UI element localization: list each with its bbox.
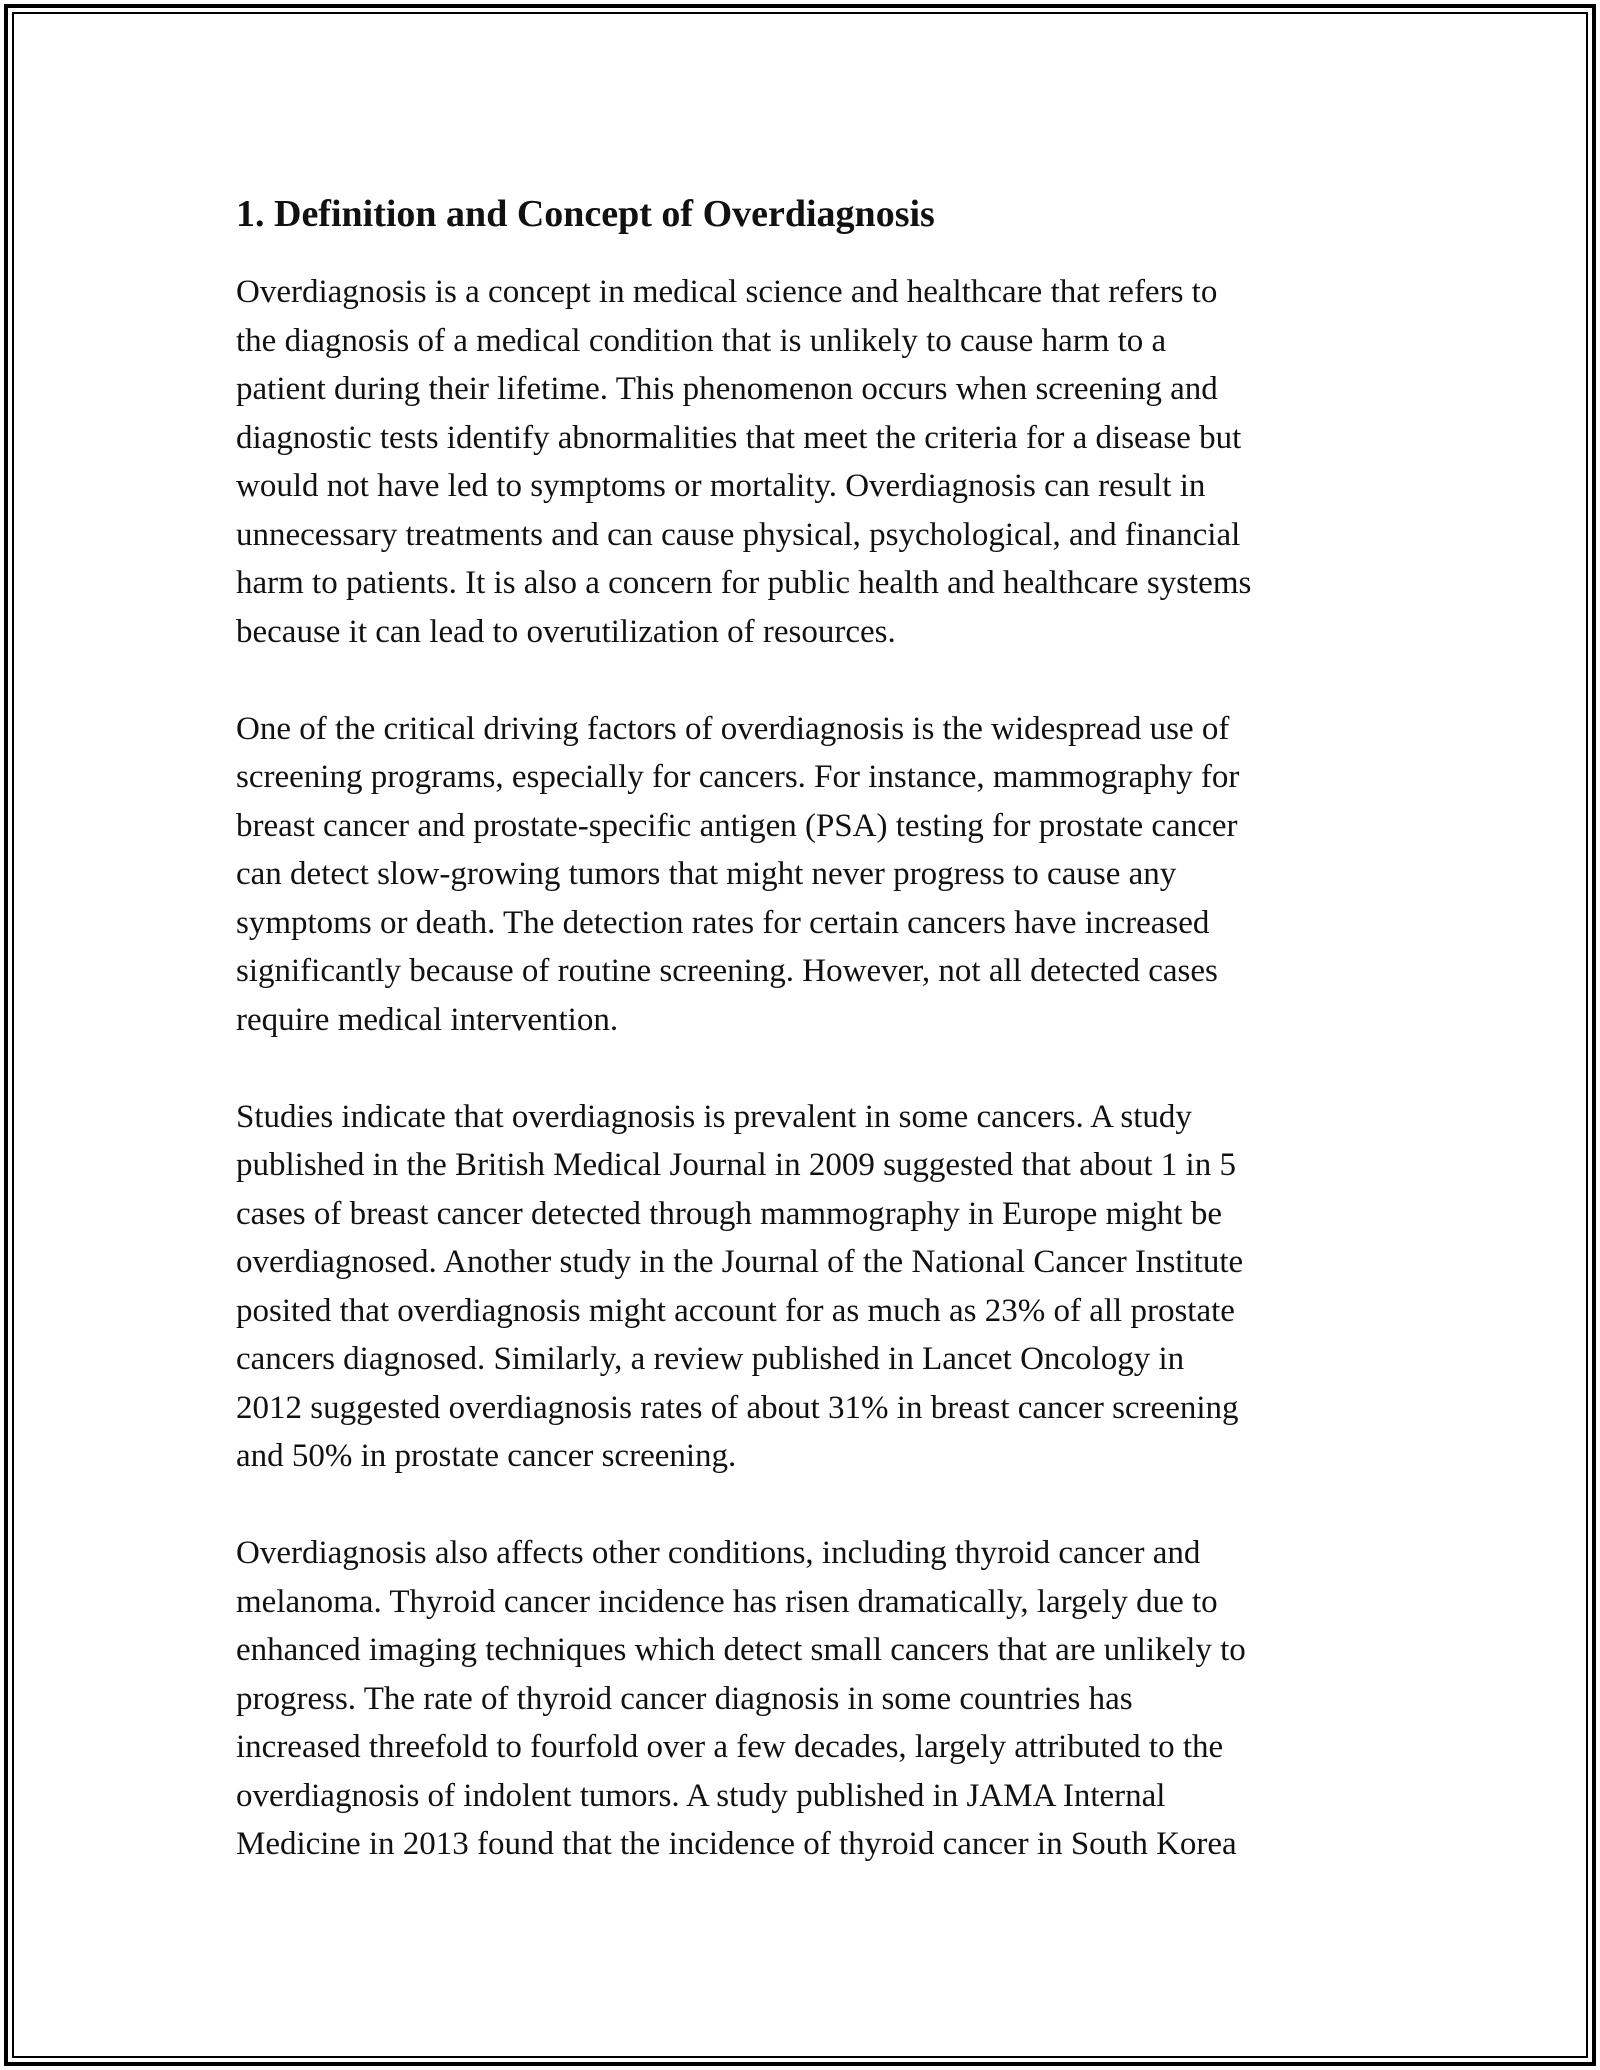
text-line: the diagnosis of a medical condition that is unlikely to cause harm to a: [236, 322, 1167, 359]
paragraph-3: [236, 1093, 1366, 1481]
text-line: because it can lead to overutilization of resources.: [236, 613, 896, 650]
text-line: can detect slow-growing tumors that might never progress to cause any: [236, 856, 1177, 892]
text-line: enhanced imaging techniques which detect small cancers that are unlikely to: [236, 1632, 1246, 1668]
text-line: 2012 suggested overdiagnosis rates of about 31% in breast cancer screening: [236, 1389, 1239, 1426]
text-line: overdiagnosed. Another study in the Journal of the National Cancer Institute: [236, 1244, 1244, 1280]
document-body: [236, 186, 1366, 1869]
text-line: cancers diagnosed. Similarly, a review published in Lancet Oncology in: [236, 1341, 1185, 1377]
text-line: Medicine in 2013 found that the incidence of thyroid cancer in South Korea: [236, 1826, 1237, 1862]
text-line: breast cancer and prostate-specific antigen (PSA) testing for prostate cancer: [236, 807, 1238, 844]
text-line: and 50% in prostate cancer screening.: [236, 1438, 737, 1474]
section-heading: 1. Definition and Concept of Overdiagnosis: [236, 193, 935, 235]
text-line: unnecessary treatments and can cause physical, psychological, and financial: [236, 516, 1241, 553]
text-line: published in the British Medical Journal in 2009 suggested that about 1 in 5: [236, 1147, 1236, 1183]
text-line: screening programs, especially for cancers. For instance, mammography for: [236, 759, 1240, 795]
text-line: significantly because of routine screening. However, not all detected cases: [236, 953, 1218, 989]
paragraph-4: [236, 1529, 1366, 1869]
text-line: overdiagnosis of indolent tumors. A study published in JAMA Internal: [236, 1777, 1166, 1814]
text-line: diagnostic tests identify abnormalities that meet the criteria for a disease but: [236, 419, 1242, 456]
paragraph-2: [236, 705, 1366, 1045]
text-line: progress. The rate of thyroid cancer diagnosis in some countries has: [236, 1680, 1133, 1717]
text-line: cases of breast cancer detected through mammography in Europe might be: [236, 1195, 1222, 1232]
text-line: require medical intervention.: [236, 1001, 619, 1038]
text-line: melanoma. Thyroid cancer incidence has risen dramatically, largely due to: [236, 1583, 1218, 1620]
text-line: increased threefold to fourfold over a few decades, largely attributed to the: [236, 1729, 1224, 1765]
text-line: posited that overdiagnosis might account for as much as 23% of all prostate: [236, 1292, 1235, 1329]
paragraph-1: [236, 268, 1366, 656]
text-line: Overdiagnosis also affects other conditions, including thyroid cancer and: [236, 1535, 1201, 1571]
text-line: would not have led to symptoms or mortality. Overdiagnosis can result in: [236, 468, 1206, 504]
text-line: symptoms or death. The detection rates for certain cancers have increased: [236, 904, 1210, 941]
text-line: Studies indicate that overdiagnosis is prevalent in some cancers. A study: [236, 1098, 1192, 1135]
text-line: patient during their lifetime. This phenomenon occurs when screening and: [236, 371, 1218, 407]
text-line: harm to patients. It is also a concern for public health and healthcare systems: [236, 565, 1252, 601]
text-line: One of the critical driving factors of overdiagnosis is the widespread use of: [236, 710, 1230, 747]
text-line: Overdiagnosis is a concept in medical science and healthcare that refers to: [236, 274, 1218, 310]
